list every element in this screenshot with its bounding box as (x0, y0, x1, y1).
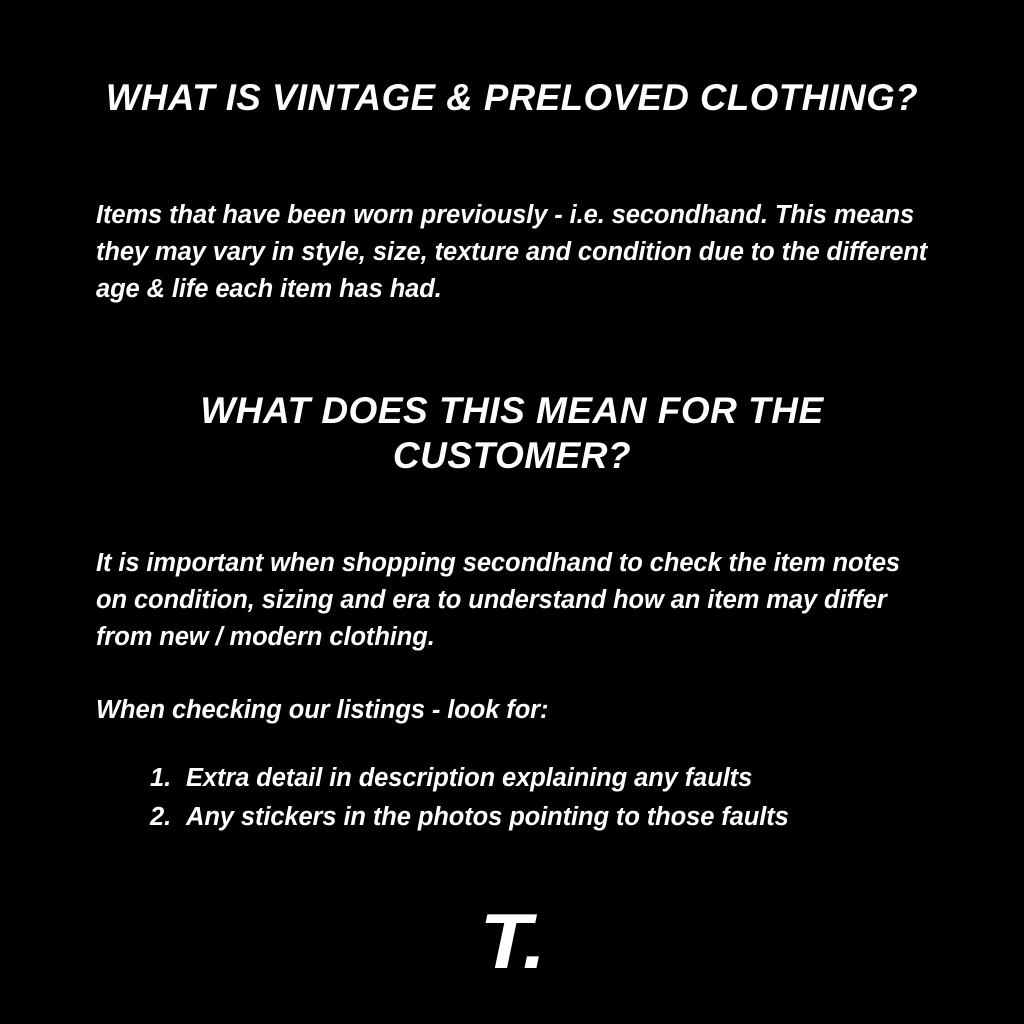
faults-checklist (0, 729, 1024, 837)
logo-text: T. (479, 897, 545, 985)
section-heading-customer: WHAT DOES THIS MEAN FOR THE CUSTOMER? (200, 390, 824, 477)
list-item-number: 1. (150, 764, 172, 793)
list-item-number: 2. (150, 803, 172, 832)
brand-logo (0, 897, 1024, 985)
listings-prompt: When checking our listings - look for: (96, 696, 549, 725)
intro-paragraph: Items that have been worn previously - i.e. secondhand. This means they may vary in style, size, texture and condition due to the different age & life each item has had. (96, 200, 928, 304)
list-item (150, 759, 928, 798)
page-title: WHAT IS VINTAGE & PRELOVED CLOTHING? (105, 77, 919, 118)
customer-paragraph: It is important when shopping secondhand to check the item notes on condition, sizing and era to understand how an item may differ from new / modern clothing. (96, 548, 901, 652)
list-item (150, 798, 928, 837)
list-item-label: Any stickers in the photos pointing to those faults (186, 803, 789, 832)
list-item-label: Extra detail in description explaining any faults (186, 764, 753, 793)
